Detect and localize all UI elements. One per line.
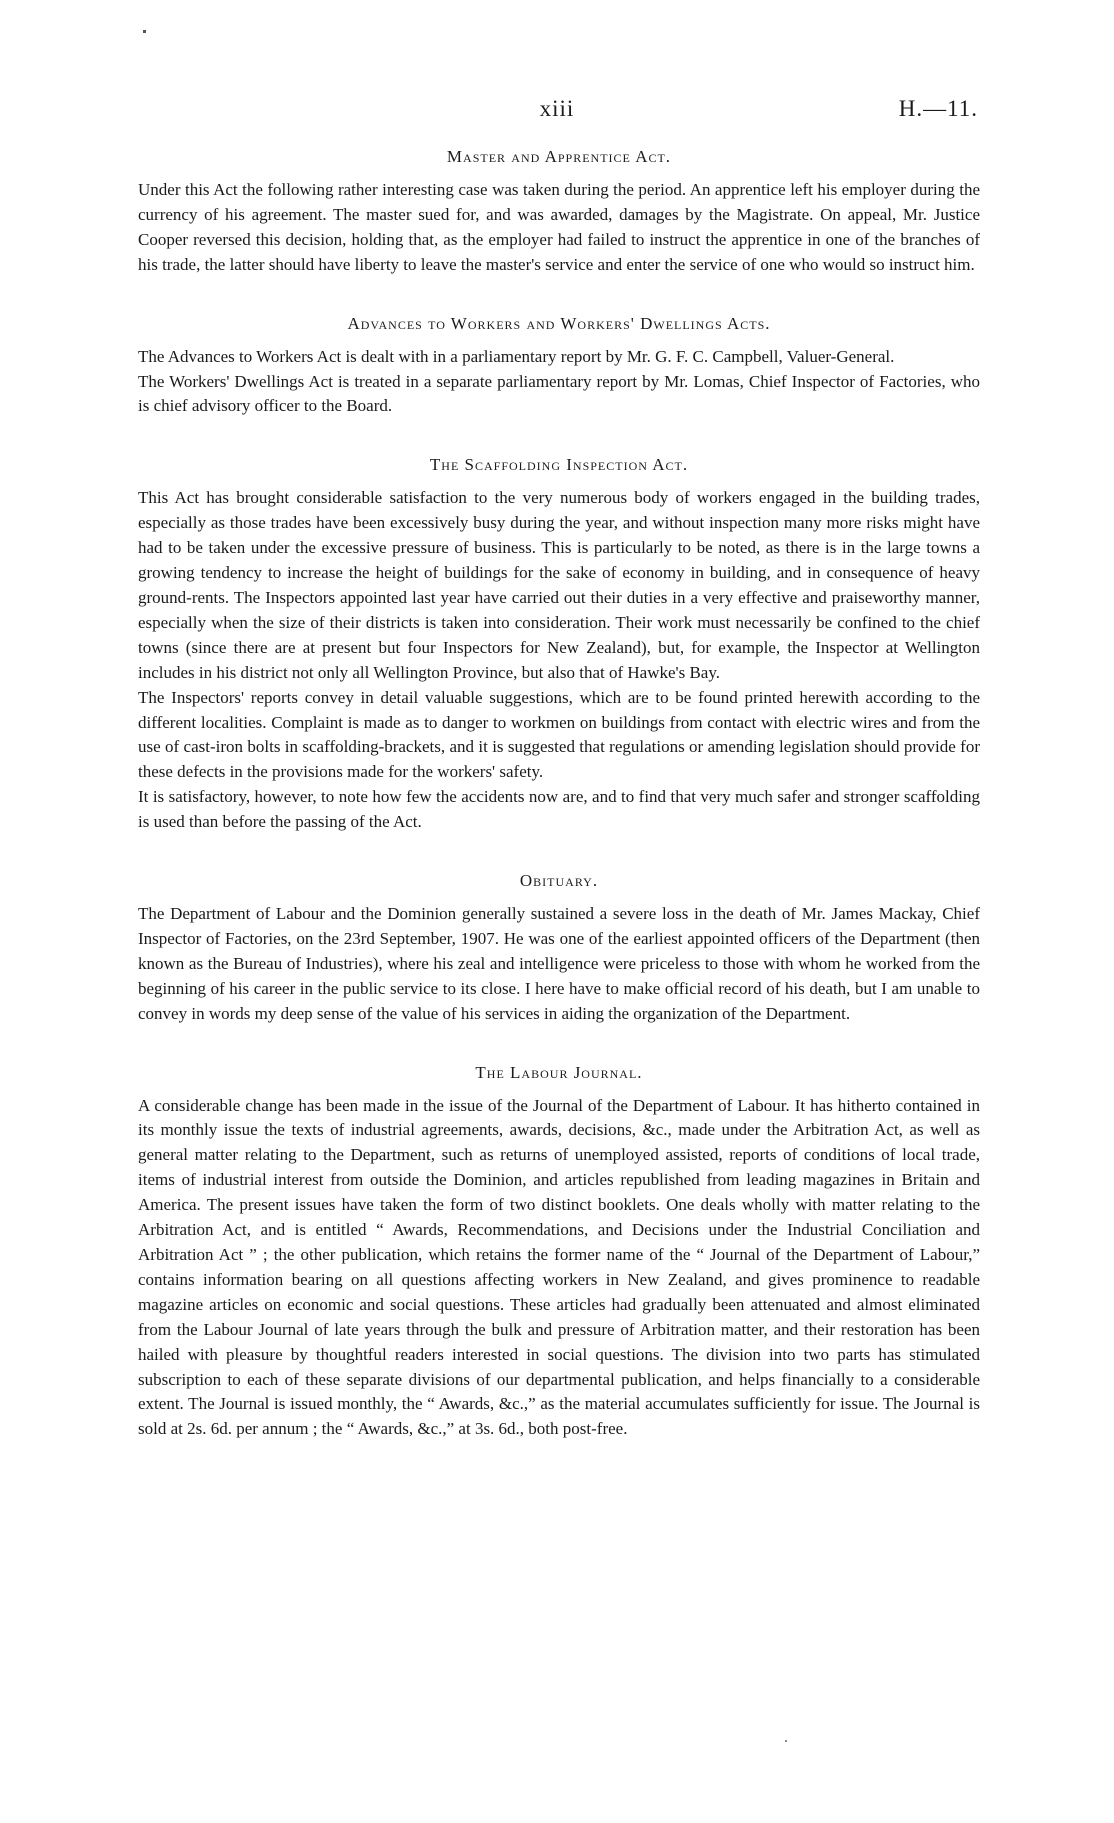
paragraph: The Workers' Dwellings Act is treated in a separate parliamentary report by Mr. Lomas, Chief Inspector of Factories, who is chief advisory officer to the Board. bbox=[138, 371, 980, 416]
section-master-apprentice bbox=[138, 146, 980, 278]
paragraph: The Department of Labour and the Dominion generally sustained a severe loss in the death of Mr. James Mackay, Chief Inspector of Factories, on the 23rd September, 1907. He was one of the earliest appointed officers of the Department (then known as the Bureau of Industries), where his zeal and intelligence were priceless to those with whom he worked from the beginning of his career in the public service to its close. I here have to make official record of his death, but I am unable to convey in words my deep sense of the value of his services in aiding the organization of the Department. bbox=[138, 904, 980, 1023]
ink-speck bbox=[785, 1740, 787, 1742]
paragraph: A considerable change has been made in the issue of the Journal of the Department of Labour. It has hitherto contained in its monthly issue the texts of industrial agreements, awards, decisions, &c., made under the Arbitration Act, as well as general matter relating to the Department, such as returns of unemployed assisted, reports of conditions of local trade, items of industrial interest from outside the Dominion, and articles republished from leading magazines in Britain and America. The present issues have taken the form of two distinct booklets. One deals wholly with matter relating to the Arbitration Act, and is entitled “ Awards, Recommendations, and Decisions under the Industrial Conciliation and Arbitration Act ” ; the other publication, which retains the former name of the “ Journal of the Department of Labour,” contains information bearing on all questions affecting workers in New Zealand, and gives prominence to readable magazine articles on economic and social questions. These articles had gradually been attenuated and almost eliminated from the Labour Journal of late years through the bulk and pressure of Arbitration matter, and their restoration has been hailed with pleasure by thoughtful readers interested in social questions. The division into two parts has stimulated subscription to each of these separate divisions of our departmental publication, and helps financially to a considerable extent. The Journal is issued monthly, the “ Awards, &c.,” as the material accumulates sufficiently for issue. The Journal is sold at 2s. 6d. per annum ; the “ Awards, &c.,” at 3s. 6d., both post-free. bbox=[138, 1095, 980, 1439]
paragraph: Under this Act the following rather interesting case was taken during the period. An apprentice left his employer during the currency of his agreement. The master sued for, and was awarded, damages by the Magistrate. On appeal, Mr. Justice Cooper reversed this decision, holding that, as the employer had failed to instruct the apprentice in one of the branches of his trade, the latter should have liberty to leave the master's service and enter the service of one who would so instruct him. bbox=[138, 180, 980, 274]
section-heading: Master and Apprentice Act. bbox=[446, 147, 672, 166]
section-advances-workers bbox=[138, 313, 980, 420]
document-reference: H.—11. bbox=[898, 96, 978, 121]
document-body bbox=[138, 146, 980, 1442]
ink-speck bbox=[143, 30, 146, 33]
section-scaffolding-inspection bbox=[138, 454, 980, 835]
section-heading: The Labour Journal. bbox=[475, 1062, 643, 1082]
section-obituary bbox=[138, 870, 980, 1027]
section-heading: Obituary. bbox=[519, 871, 599, 891]
section-heading: The Scaffolding Inspection Act. bbox=[429, 455, 689, 475]
paragraph: The Inspectors' reports convey in detail valuable suggestions, which are to be found printed herewith according to the different localities. Complaint is made as to danger to workmen on buildings from contact with electric wires and from the use of cast-iron bolts in scaffolding-brackets, and it is suggested that regulations or amending legislation should provide for these defects in the provisions made for the workers' safety. bbox=[138, 687, 980, 782]
section-labour-journal bbox=[138, 1062, 980, 1443]
page-number: xiii bbox=[539, 96, 575, 121]
paragraph: The Advances to Workers Act is dealt with in a parliamentary report by Mr. G. F. C. Campbell, Valuer-General. bbox=[138, 346, 895, 366]
paragraph: It is satisfactory, however, to note how few the accidents now are, and to find that very much safer and stronger scaffolding is used than before the passing of the Act. bbox=[138, 787, 980, 832]
section-heading: Advances to Workers and Workers' Dwellings Acts. bbox=[347, 313, 771, 333]
paragraph: This Act has brought considerable satisfaction to the very numerous body of workers engaged in the building trades, especially as those trades have been excessively busy during the year, and without inspection many more risks might have had to be taken under the excessive pressure of business. This is particularly to be noted, as there is in the large towns a growing tendency to increase the height of buildings for the sake of economy in building, and in consequence of heavy ground-rents. The Inspectors appointed last year have carried out their duties in a very effective and praiseworthy manner, especially when the size of their districts is taken into consideration. Their work must necessarily be confined to the chief towns (since there are at present but four Inspectors for New Zealand), but, for example, the Inspector at Wellington includes in his district not only all Wellington Province, but also that of Hawke's Bay. bbox=[138, 488, 980, 682]
